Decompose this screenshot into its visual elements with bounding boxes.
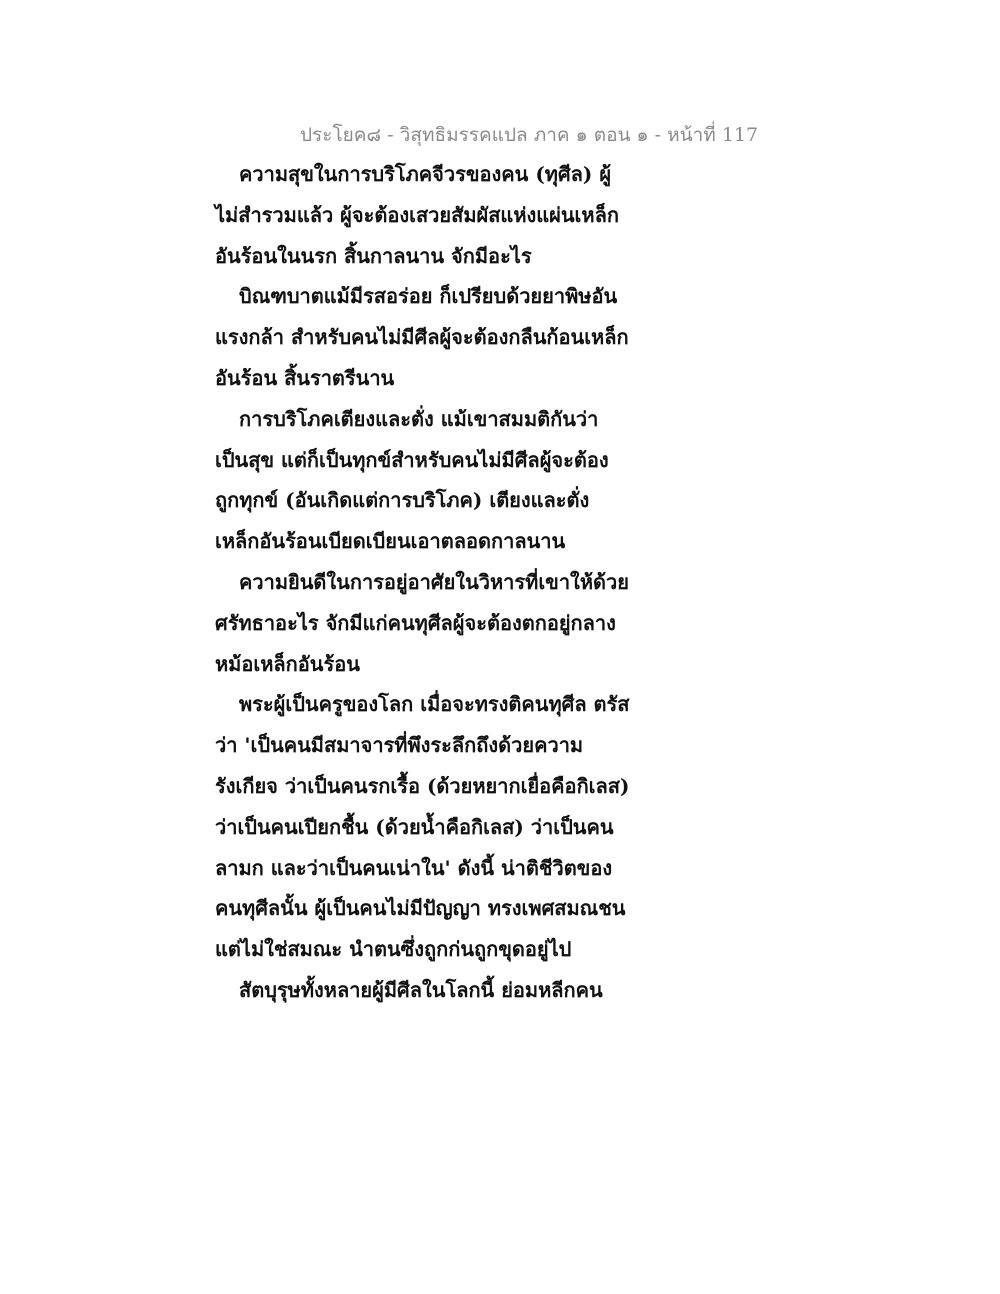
text-line: ถูกทุกข์ (อันเกิดแต่การบริโภค) เตียงและตั่ง bbox=[215, 488, 590, 513]
text-line: เหล็กอันร้อนเบียดเบียนเอาตลอดกาลนาน bbox=[215, 529, 566, 554]
text-line: แต่ไม่ใช่สมณะ นำตนซึ่งถูกก่นถูกขุดอยู่ไป bbox=[215, 937, 572, 962]
text-line: รังเกียจ ว่าเป็นคนรกเรื้อ (ด้วยหยากเยื่อคือกิเลส) bbox=[215, 773, 630, 798]
body-text bbox=[215, 154, 635, 1011]
running-header: ประโยค๘ - วิสุทธิมรรคแปล ภาค ๑ ตอน ๑ - หน้าที่ 117 bbox=[300, 124, 759, 146]
text-line: ว่าเป็นคนเปียกชื้น (ด้วยน้ำคือกิเลส) ว่าเป็นคน bbox=[215, 814, 614, 839]
text-line: เป็นสุข แต่ก็เป็นทุกข์สำหรับคนไม่มีศีลผู้จะต้อง bbox=[215, 447, 609, 472]
text-line: ไม่สำรวมแล้ว ผู้จะต้องเสวยสัมผัสแห่งแผ่นเหล็ก bbox=[215, 202, 619, 227]
text-line: บิณฑบาตแม้มีรสอร่อย ก็เปรียบด้วยยาพิษอัน bbox=[239, 284, 618, 309]
text-line: หม้อเหล็กอันร้อน bbox=[215, 651, 360, 676]
text-line: ศรัทธาอะไร จักมีแก่คนทุศีลผู้จะต้องตกอยู่กลาง bbox=[215, 610, 616, 635]
text-line: ความยินดีในการอยู่อาศัยในวิหารที่เขาให้ด้วย bbox=[239, 569, 629, 594]
text-line: อันร้อนในนรก สิ้นกาลนาน จักมีอะไร bbox=[215, 243, 532, 268]
text-line: แรงกล้า สำหรับคนไม่มีศีลผู้จะต้องกลืนก้อนเหล็ก bbox=[215, 325, 629, 350]
text-line: ความสุขในการบริโภคจีวรของคน (ทุศีล) ผู้ bbox=[239, 162, 612, 186]
text-line: การบริโภคเตียงและตั่ง แม้เขาสมมติกันว่า bbox=[239, 406, 599, 431]
text-line: ว่า 'เป็นคนมีสมาจารที่พึงระลึกถึงด้วยความ bbox=[215, 733, 584, 758]
text-line: ลามก และว่าเป็นคนเน่าใน' ดังนี้ น่าติชีวิตของ bbox=[215, 855, 613, 880]
text-line: อันร้อน สิ้นราตรีนาน bbox=[215, 365, 395, 390]
text-line: สัตบุรุษทั้งหลายผู้มีศีลในโลกนี้ ย่อมหลีกคน bbox=[239, 977, 603, 1002]
text-line: คนทุศีลนั้น ผู้เป็นคนไม่มีปัญญา ทรงเพศสมณชน bbox=[215, 896, 626, 921]
text-line: พระผู้เป็นครูของโลก เมื่อจะทรงติคนทุศีล ตรัส bbox=[239, 692, 630, 717]
